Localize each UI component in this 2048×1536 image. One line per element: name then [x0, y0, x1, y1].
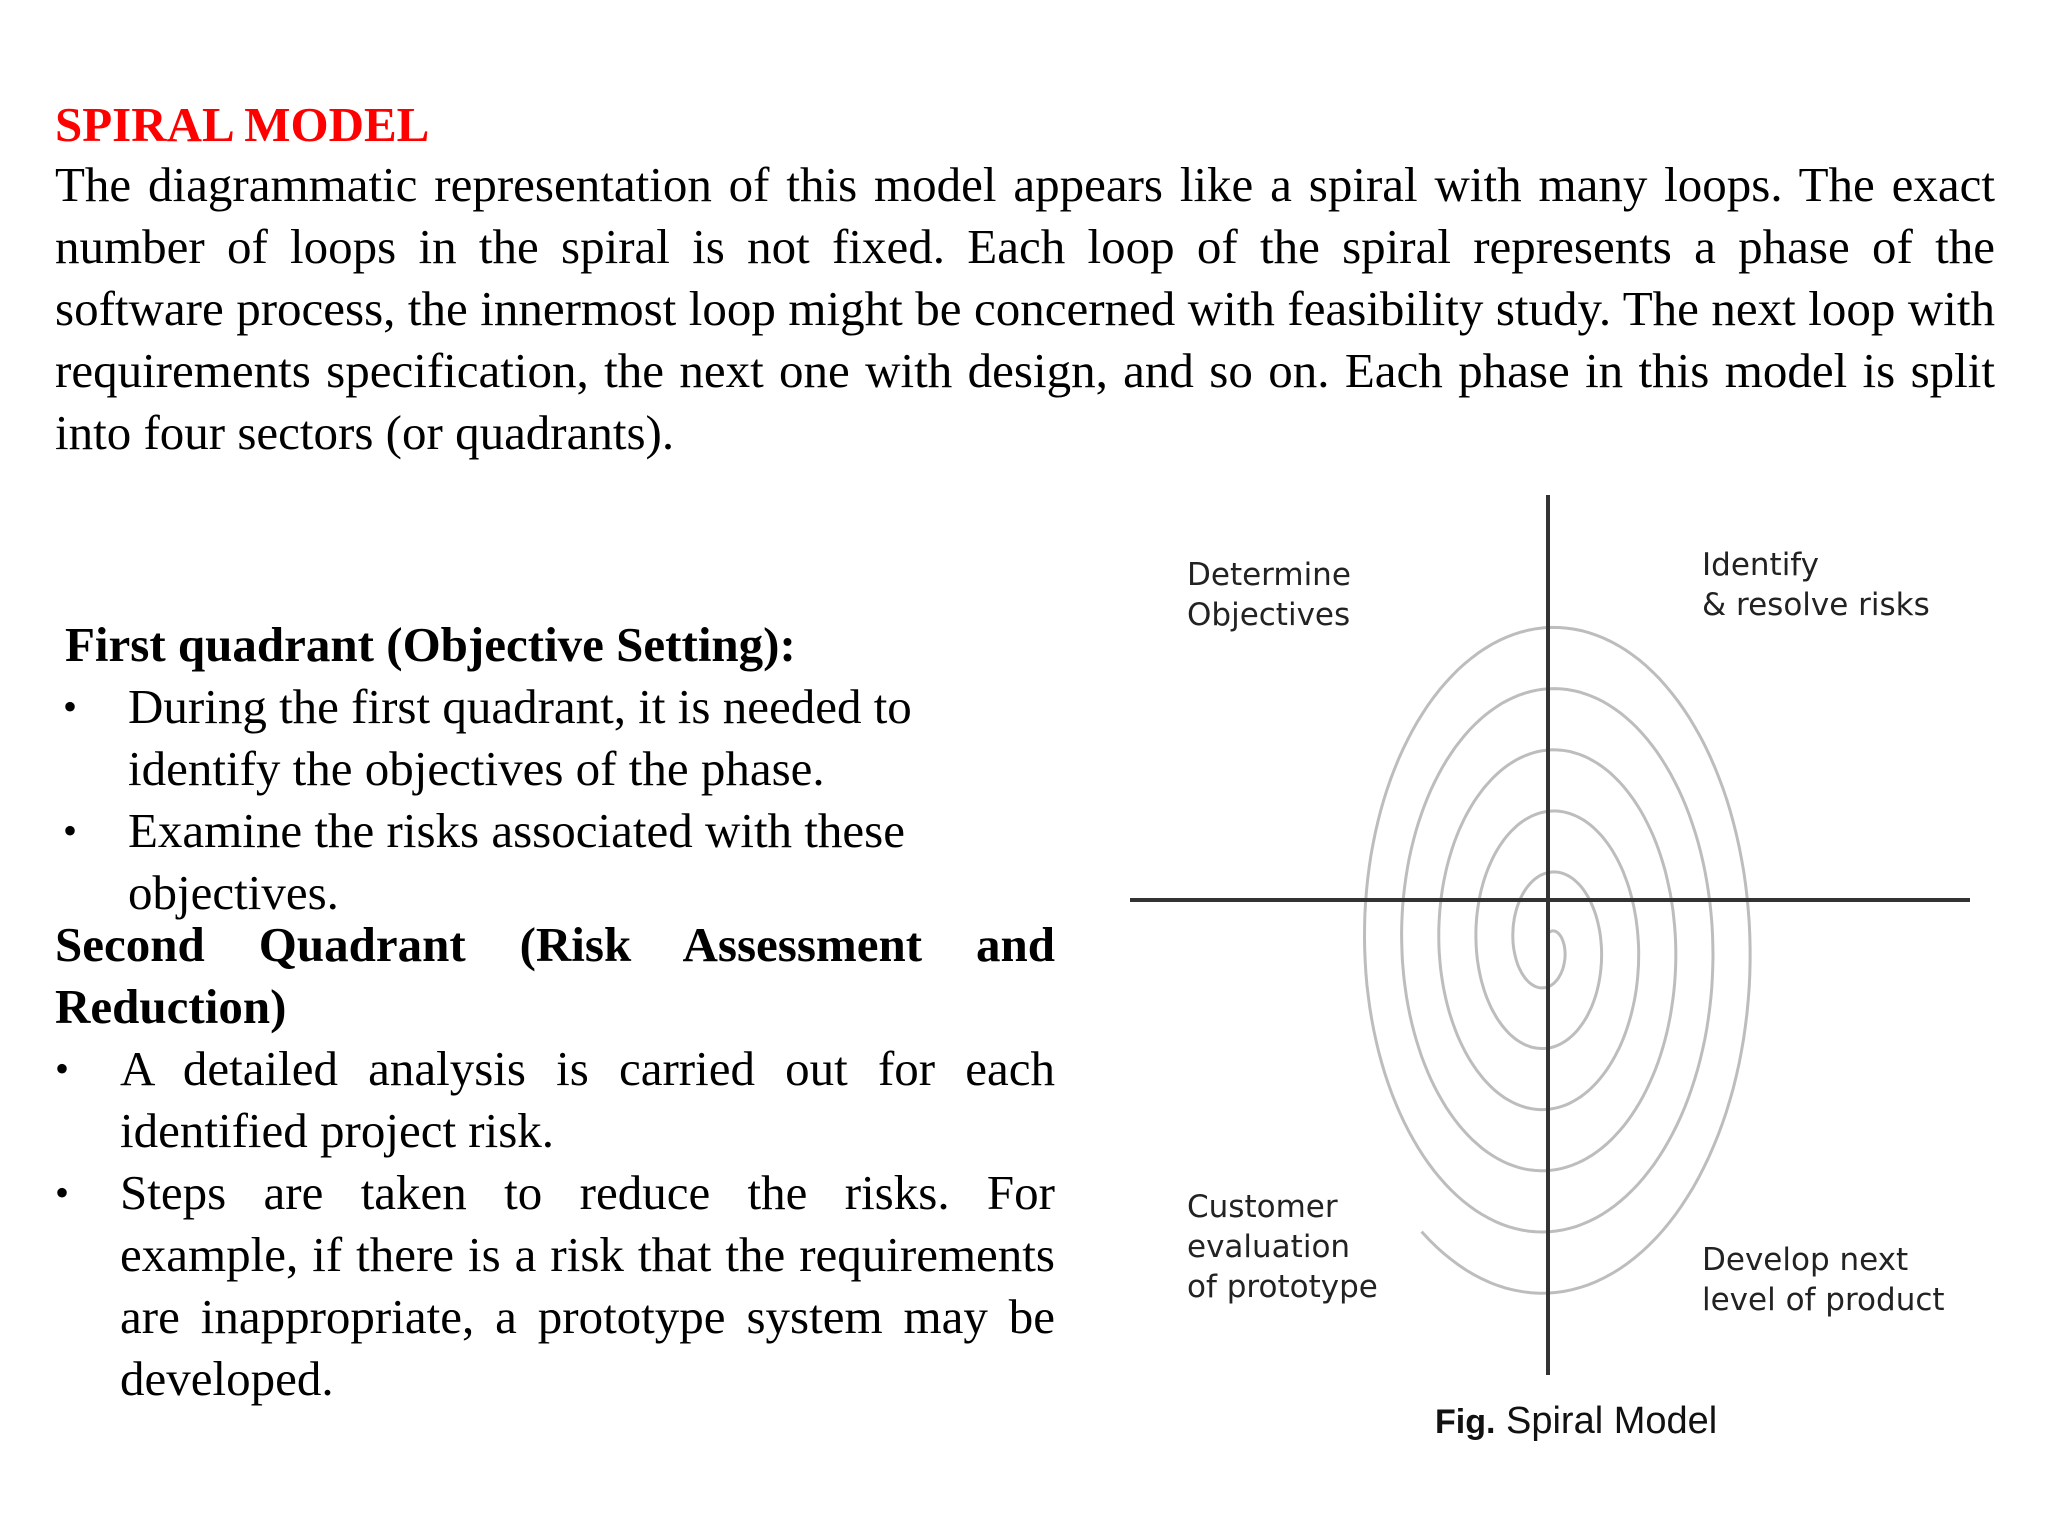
label-identify-resolve-risks: Identify & resolve risks — [1702, 547, 1930, 623]
caption-prefix: Fig. — [1435, 1403, 1496, 1441]
quadrant-description — [55, 614, 1055, 1410]
page-title: SPIRAL MODEL — [55, 97, 430, 152]
first-quadrant-list — [55, 676, 1055, 924]
bullet-text: Examine the risks associated with these objectives. — [128, 803, 905, 920]
list-item — [55, 800, 1055, 924]
second-quadrant-heading-line1: Second Quadrant (Risk Assessment and — [55, 917, 1055, 972]
list-item — [55, 1038, 1055, 1162]
bullet-icon: • — [55, 1046, 70, 1091]
spiral-curve — [1365, 627, 1751, 1293]
bullet-icon: • — [63, 684, 78, 729]
bullet-text: A detailed analysis is carried out for each identified project risk. — [120, 1041, 1055, 1158]
figure-caption — [1435, 1400, 1717, 1443]
caption-text: Spiral Model — [1506, 1400, 1718, 1442]
label-develop-next-level: Develop next level of product — [1702, 1242, 1945, 1318]
bullet-icon: • — [55, 1170, 70, 1215]
bullet-text: Steps are taken to reduce the risks. For example, if there is a risk that the requirements are inappropriate, a prototype system may be developed. — [120, 1165, 1055, 1406]
list-item — [55, 1162, 1055, 1410]
label-customer-evaluation: Customer evaluation of prototype — [1187, 1189, 1378, 1305]
second-quadrant-heading — [55, 914, 1055, 1038]
second-quadrant-list — [55, 1038, 1055, 1410]
bullet-icon: • — [63, 808, 78, 853]
list-item — [55, 676, 1055, 800]
intro-paragraph: The diagrammatic representation of this model appears like a spiral with many loops. The exact number of loops in the spiral is not fixed. Each loop of the spiral represents a phase of the software process, the innermost loop might be concerned with feasibility study. The next loop with requirements specification, the next one with design, and so on. Each phase in this model is split into four sectors (or quadrants). — [55, 157, 1995, 460]
second-quadrant-heading-line2: Reduction) — [55, 979, 287, 1034]
first-quadrant-heading: First quadrant (Objective Setting): — [65, 617, 796, 672]
bullet-text: During the first quadrant, it is needed to identify the objectives of the phase. — [128, 679, 912, 796]
label-determine-objectives: Determine Objectives — [1187, 557, 1351, 633]
